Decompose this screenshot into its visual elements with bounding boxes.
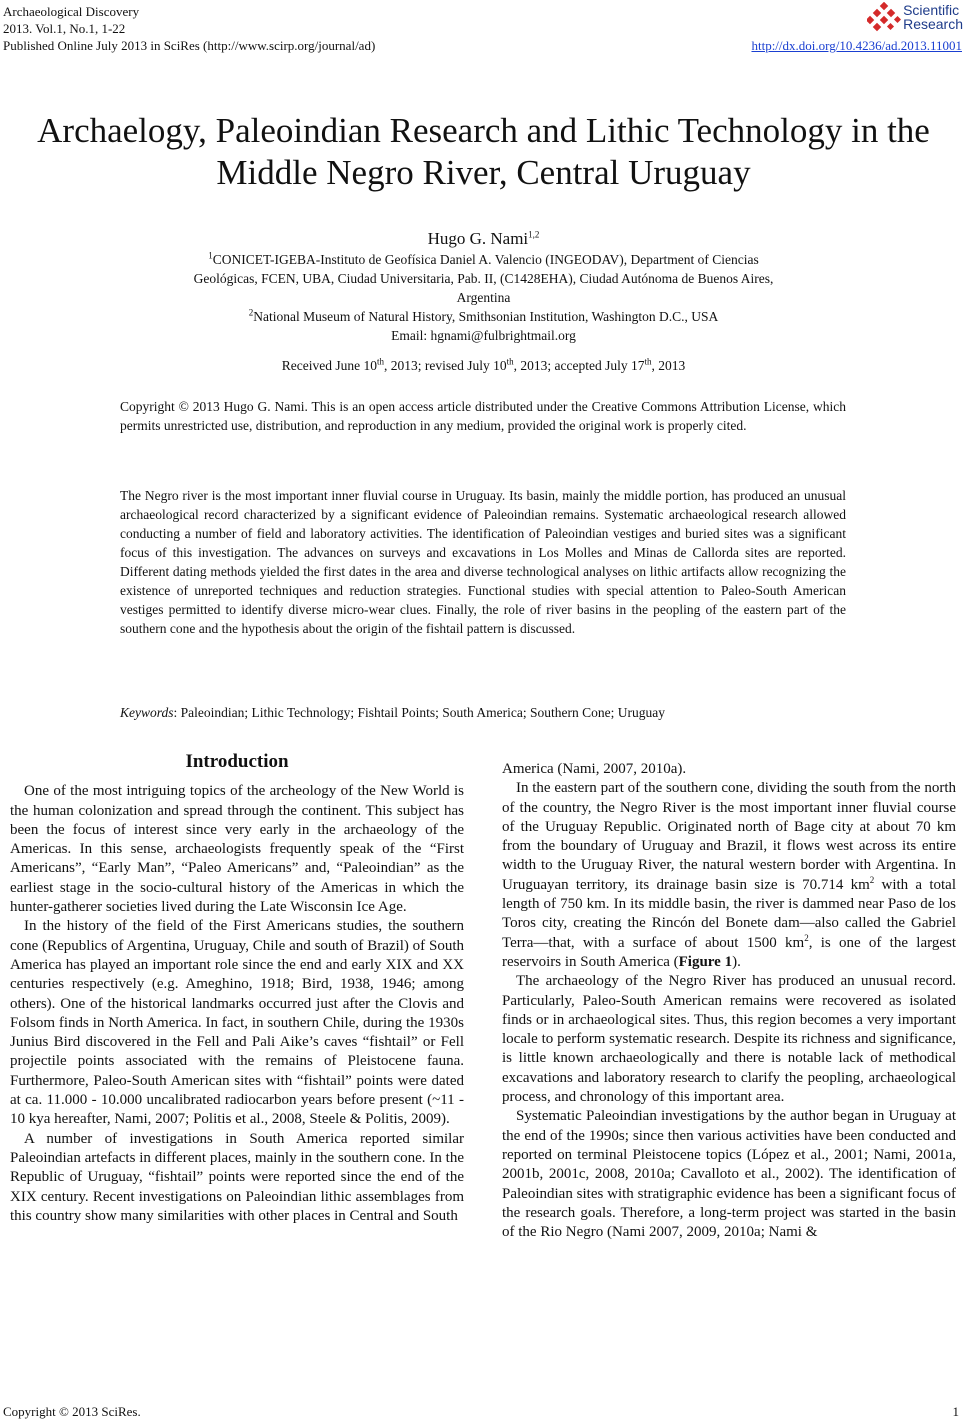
author-name: Hugo G. Nami	[427, 229, 529, 248]
affiliation-2-marker: 2	[248, 307, 254, 318]
right-column	[502, 760, 956, 1242]
paragraph: The archaeology of the Negro River has produced an unusual record. Particularly, Paleo-South American remains were recovered as isolated finds or in archaeological sites. Thus, this region becomes a very important locale to perform systematic research. Despite its richness and significance, is little known archaeologically and there is notable lack of methodical excavations and laboratory research to clarify the peopling, archaeological process, and chronology of this important area.	[502, 973, 956, 1106]
article-dates: Received June 10th, 2013; revised July 10th, 2013; accepted July 17th, 2013	[281, 356, 686, 373]
footer-copyright: Copyright © 2013 SciRes.	[3, 1404, 141, 1419]
affiliation-1-line-c: Argentina	[456, 290, 511, 305]
publication-info: Published Online July 2013 in SciRes (http://www.scirp.org/journal/ad)	[3, 38, 376, 53]
author-email: Email: hgnami@fulbrightmail.org	[391, 328, 576, 343]
paragraph: One of the most intriguing topics of the archeology of the New World is the human colonization and spread through the continent. This subject has been the focus of interest since very early in the archaeology of the Americas. In this sense, archaeologists frequently speak of the “First Americans”, “Early Man”, “Paleo Americans” and, “Paleoindian” as the earliest stage in the socio-cultural history of the Americas in which the hunter-gatherer societies lived during the Late Wisconsin Ice Age.	[10, 783, 464, 916]
copyright-notice: Copyright © 2013 Hugo G. Nami. This is an open access article distributed under the Creative Commons Attribution License, which permits unrestricted use, distribution, and reproduction in any medium, provided the original work is properly cited.	[120, 399, 846, 433]
article-title	[0, 110, 967, 194]
paragraph: In the eastern part of the southern cone, dividing the south from the north of the country, the Negro River is the most important inner fluvial course of the Uruguay Republic. Originated north of Bage city at about 70 km from the boundary of Uruguay and Brazil, it flows west across its entire width to the Uruguay River, the natural western border with Argentina. In Uruguayan territory, its drainage basin size is 70.714 $km^2$ with a total length of 750 km. In its middle basin, the river is dammed near Paso de los Toros city, creating the Rincón del Bonete dam—also called the Gabriel Terra—that, with a surface of about 1500 $km^2$, is one of the largest reservoirs in South America (Figure 1).	[502, 780, 956, 970]
author-superscript: 1,2	[528, 229, 540, 240]
figure-reference[interactable]: Figure 1	[678, 953, 733, 970]
journal-name: Archaeological Discovery	[3, 4, 140, 19]
affiliation-1-line-a: CONICET-IGEBA-Instituto de Geofísica Daniel A. Valencio (INGEODAV), Department of Ciencias	[212, 252, 759, 267]
journal-volume: 2013. Vol.1, No.1, 1-22	[3, 21, 126, 36]
keywords-label: Keywords	[120, 705, 174, 720]
running-header	[3, 3, 375, 54]
author	[0, 229, 967, 249]
affiliation-2: National Museum of Natural History, Smithsonian Institution, Washington D.C., USA	[253, 309, 719, 324]
affiliations	[0, 250, 967, 345]
paragraph: Systematic Paleoindian investigations by the author began in Uruguay at the end of the 1990s; since then various activities have been conducted and reported on terminal Pleistocene topics (López et al., 2001; Nami, 2001a, 2001b, 2001c, 2008, 2010a; Cavalloto et al., 2002). The identification of Paleoindian sites with stratigraphic evidence has been a significant focus of the research goals. Therefore, a long-term project was started in the basin of the Rio Negro (Nami 2007, 2009, 2010a; Nami &	[502, 1108, 956, 1241]
paragraph: America (Nami, 2007, 2010a).	[502, 761, 687, 777]
doi-link[interactable]: http://dx.doi.org/10.4236/ad.2013.11001	[751, 38, 962, 53]
keywords-list: : Paleoindian; Lithic Technology; Fishtail Points; South America; Southern Cone; Uruguay	[173, 705, 666, 720]
section-heading: Introduction	[185, 751, 289, 772]
page-number: 1	[952, 1404, 959, 1419]
publisher-logo	[867, 0, 963, 34]
scientific-research-logo-icon	[867, 2, 901, 32]
keywords	[120, 703, 846, 722]
logo-line-2: Research	[903, 16, 963, 32]
title-line-2: Middle Negro River, Central Uruguay	[216, 153, 751, 192]
logo-line-1: Scientific	[903, 2, 960, 18]
abstract: The Negro river is the most important inner fluvial course in Uruguay. Its basin, mainly the middle portion, has produced an unusual archaeological record characterized by a significant evidence of Paleoindian remains. Systematic archaeological research allowed conducting a number of field and laboratory activities. The identification of Paleoindian vestiges and buried sites was a significant focus of this investigation. The advances on surveys and excavations in Los Molles and Minas de Callorda sites are reported. Different dating methods yielded the first dates in the area and diverse technological analyses on lithic artifacts allow recognizing the existence of unreported techniques and reduction strategies. Functional studies with special attention to Paleo-South American vestiges permitted to identify diverse micro-wear clues. Finally, the role of river basins in the peopling of the eastern part of the southern cone and the hypothesis about the origin of the fishtail pattern is discussed.	[120, 488, 846, 636]
paragraph: In the history of the field of the First Americans studies, the southern cone (Republics of Argentina, Uruguay, Chile and south of Brazil) of South America has played an important role since the end and early XIX and XX centuries respectively (e.g. Ameghino, 1918; Bird, 1938, 1946; among others). One of the historical landmarks occurred just after the Clovis and Folsom finds in North America. In fact, in southern Chile, during the 1930s Junius Bird discovered in the Fell and Pali Aike’s caves “fishtail” or Fell projectile points associated with the remains of Pleistocene fauna. Furthermore, Paleo-South American sites with “fishtail” points were dated at ca. 11.000 - 10.000 uncalibrated radiocarbon years before present (~11 - 10 kya hereafter, Nami, 2007; Politis et al., 2008, Steele & Politis, 2009).	[10, 918, 464, 1128]
paragraph: A number of investigations in South America reported similar Paleoindian artefacts in different places, mainly in the southern cone. In the Republic of Uruguay, “fishtail” points were reported since the end of the XIX century. Recent investigations on Paleoindian lithic assemblages from this country show many similarities with other places in Central and South	[10, 1130, 464, 1224]
affiliation-1-marker: 1	[208, 250, 213, 261]
left-column	[10, 752, 464, 1226]
affiliation-1-line-b: Geológicas, FCEN, UBA, Ciudad Universitaria, Pab. II, (C1428EHA), Ciudad Autónoma de Buenos Aires,	[193, 271, 774, 286]
title-line-1: Archaelogy, Paleoindian Research and Lithic Technology in the	[37, 111, 930, 150]
